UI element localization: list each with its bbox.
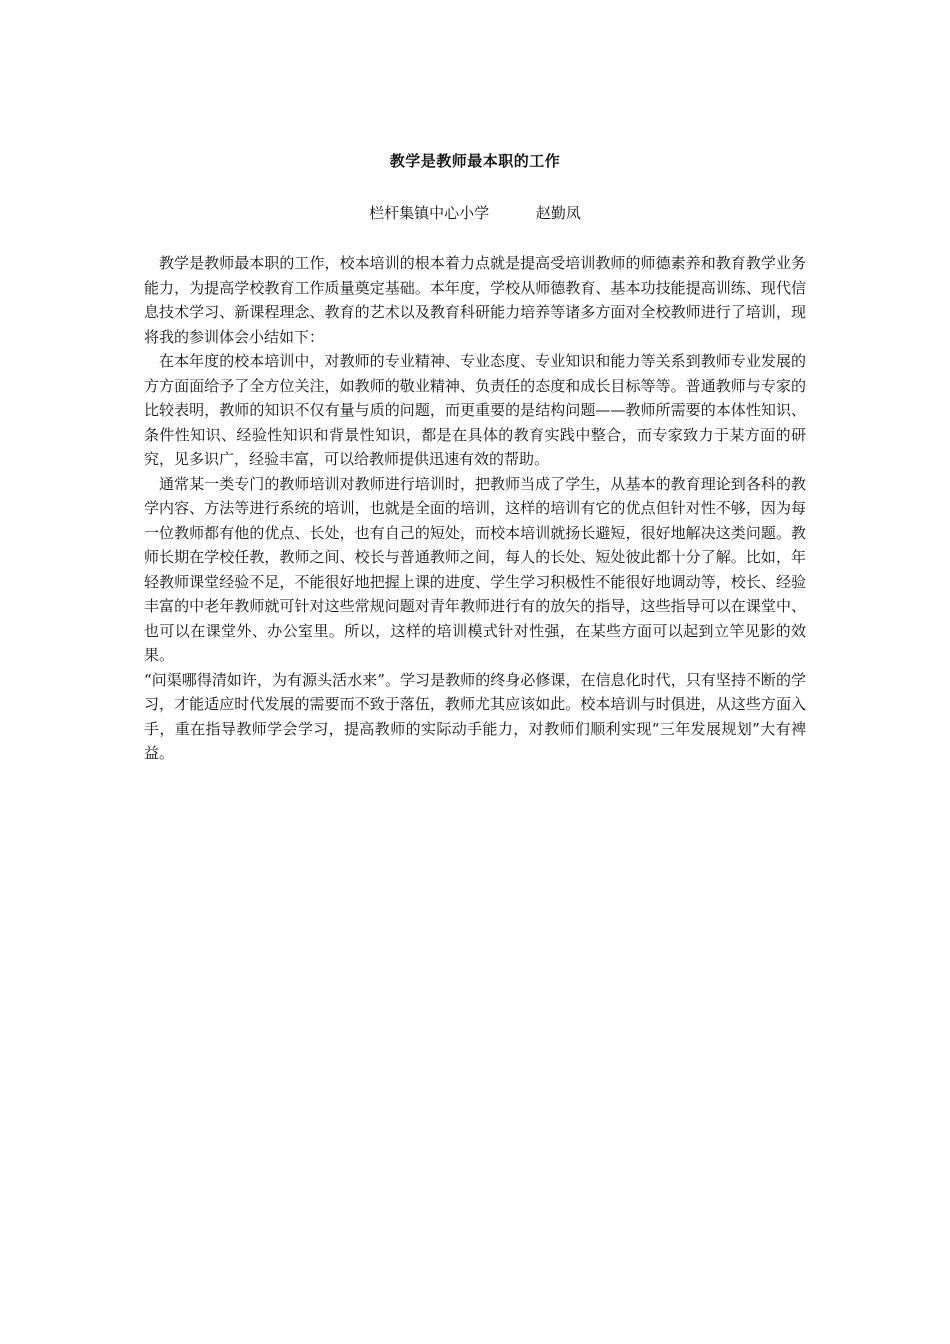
paragraph-1: 教学是教师最本职的工作，校本培训的根本着力点就是提高受培训教师的师德素养和教育教学业务能力，为提高学校教育工作质量奠定基础。本年度，学校从师德教育、基本功技能提高训练、现代信息技术学习、新课程理念、教育的艺术以及教育科研能力培养等诸多方面对全校教师进行了培训，现将我的参训体会小结如下：	[144, 254, 806, 346]
document-title: 教学是教师最本职的工作	[389, 152, 561, 170]
document-body	[144, 251, 806, 766]
paragraph-3: 通常某一类专门的教师培训对教师进行培训时，把教师当成了学生，从基本的教育理论到各科的教学内容、方法等进行系统的培训，也就是全面的培训，这样的培训有它的优点但针对性不够，因为每一位教师都有他的优点、长处，也有自己的短处，而校本培训就扬长避短，很好地解决这类问题。教师长期在学校任教，教师之间、校长与普通教师之间，每人的长处、短处彼此都十分了解。比如，年轻教师课堂经验不足，不能很好地把握上课的进度、学生学习积极性不能很好地调动等，校长、经验丰富的中老年教师就可针对这些常规问题对青年教师进行有的放矢的指导，这些指导可以在课堂中、也可以在课堂外、办公室里。所以，这样的培训模式针对性强，在某些方面可以起到立竿见影的效果。	[144, 474, 806, 664]
paragraph-2: 在本年度的校本培训中，对教师的专业精神、专业态度、专业知识和能力等关系到教师专业发展的方方面面给予了全方位关注，如教师的敬业精神、负责任的态度和成长目标等等。普通教师与专家的比较表明，教师的知识不仅有量与质的问题，而更重要的是结构问题——教师所需要的本体性知识、条件性知识、经验性知识和背景性知识，都是在具体的教育实践中整合，而专家致力于某方面的研究，见多识广，经验丰富，可以给教师提供迅速有效的帮助。	[144, 352, 806, 468]
school-name: 栏杆集镇中心小学	[369, 204, 490, 222]
author-name: 赵勤凤	[535, 204, 581, 222]
byline	[0, 202, 950, 223]
paragraph-4: “问渠哪得清如许，为有源头活水来”。学习是教师的终身必修课，在信息化时代，只有坚持不断的学习，才能适应时代发展的需要而不致于落伍，教师尤其应该如此。校本培训与时俱进，从这些方面入手，重在指导教师学会学习，提高教师的实际动手能力，对教师们顺利实现“三年发展规划”大有裨益。	[144, 670, 806, 762]
